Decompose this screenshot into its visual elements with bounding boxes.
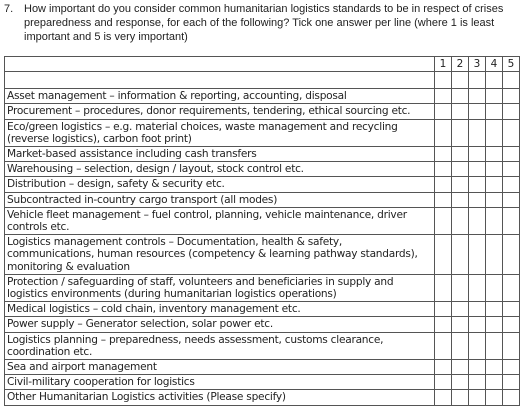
table-row [5,390,520,405]
table-row [5,89,520,104]
row-label: Power supply – Generator selection, solar power etc. [5,317,435,332]
rating-cell-3[interactable] [469,390,486,405]
rating-cell-2[interactable] [452,89,469,104]
rating-rows [5,89,520,405]
rating-cell-4[interactable] [486,147,503,162]
rating-cell-2[interactable] [452,235,469,275]
row-label: Vehicle fleet management – fuel control, planning, vehicle maintenance, driver controls etc. [5,207,435,234]
header-blank-cell [5,57,435,72]
rating-cell-5[interactable] [503,104,520,119]
table-row [5,119,520,146]
row-label: Asset management – information & reporting, accounting, disposal [5,89,435,104]
rating-cell-2[interactable] [452,177,469,192]
table-row [5,360,520,375]
rating-cell-4[interactable] [486,119,503,146]
spacer-cell [435,72,452,89]
rating-cell-1[interactable] [435,317,452,332]
table-row [5,235,520,275]
rating-cell-5[interactable] [503,390,520,405]
rating-cell-3[interactable] [469,235,486,275]
rating-cell-5[interactable] [503,375,520,390]
row-label: Sea and airport management [5,360,435,375]
rating-cell-2[interactable] [452,207,469,234]
rating-cell-3[interactable] [469,302,486,317]
rating-cell-5[interactable] [503,274,520,301]
rating-cell-3[interactable] [469,104,486,119]
table-row [5,375,520,390]
table-row [5,192,520,207]
rating-cell-2[interactable] [452,162,469,177]
rating-table [4,56,520,406]
rating-cell-4[interactable] [486,104,503,119]
spacer-cell [486,72,503,89]
table-row [5,274,520,301]
rating-cell-2[interactable] [452,360,469,375]
rating-cell-1[interactable] [435,89,452,104]
scale-header-5: 5 [503,57,520,72]
row-label: Civil-military cooperation for logistics [5,375,435,390]
rating-cell-4[interactable] [486,302,503,317]
question-number: 7. [4,3,14,15]
table-row [5,162,520,177]
rating-cell-5[interactable] [503,302,520,317]
row-label: Protection / safeguarding of staff, volunteers and beneficiaries in supply and logistics environments (during humanitarian logistics operations) [5,274,435,301]
rating-cell-4[interactable] [486,317,503,332]
rating-cell-3[interactable] [469,192,486,207]
rating-cell-2[interactable] [452,119,469,146]
rating-cell-5[interactable] [503,162,520,177]
table-row [5,104,520,119]
table-row [5,177,520,192]
rating-cell-1[interactable] [435,390,452,405]
rating-cell-4[interactable] [486,375,503,390]
rating-cell-3[interactable] [469,375,486,390]
rating-cell-3[interactable] [469,119,486,146]
scale-header-2: 2 [452,57,469,72]
rating-cell-3[interactable] [469,147,486,162]
rating-cell-1[interactable] [435,274,452,301]
rating-cell-1[interactable] [435,119,452,146]
rating-cell-4[interactable] [486,332,503,359]
rating-cell-2[interactable] [452,390,469,405]
rating-cell-2[interactable] [452,274,469,301]
scale-header-1: 1 [435,57,452,72]
row-label: Distribution – design, safety & security etc. [5,177,435,192]
rating-cell-1[interactable] [435,302,452,317]
rating-cell-3[interactable] [469,332,486,359]
question-prompt [4,2,516,44]
rating-cell-2[interactable] [452,147,469,162]
rating-cell-2[interactable] [452,375,469,390]
rating-cell-1[interactable] [435,360,452,375]
rating-cell-3[interactable] [469,89,486,104]
rating-cell-2[interactable] [452,332,469,359]
table-row [5,207,520,234]
row-label: Procurement – procedures, donor requirements, tendering, ethical sourcing etc. [5,104,435,119]
rating-cell-1[interactable] [435,332,452,359]
rating-cell-5[interactable] [503,360,520,375]
rating-cell-3[interactable] [469,317,486,332]
question-text: How important do you consider common humanitarian logistics standards to be in respect of crises preparedness and response, for each of the following? Tick one answer per line (where 1 is least important and 5 is very important) [24,3,504,43]
table-row [5,147,520,162]
rating-cell-2[interactable] [452,317,469,332]
rating-cell-1[interactable] [435,207,452,234]
spacer-cell [503,72,520,89]
rating-cell-1[interactable] [435,235,452,275]
rating-cell-3[interactable] [469,162,486,177]
rating-cell-2[interactable] [452,104,469,119]
rating-cell-5[interactable] [503,119,520,146]
row-label: Warehousing – selection, design / layout, stock control etc. [5,162,435,177]
rating-cell-3[interactable] [469,177,486,192]
rating-cell-3[interactable] [469,207,486,234]
table-row [5,302,520,317]
row-label: Subcontracted in-country cargo transport (all modes) [5,192,435,207]
rating-cell-4[interactable] [486,162,503,177]
spacer-cell [452,72,469,89]
rating-cell-5[interactable] [503,89,520,104]
rating-cell-1[interactable] [435,147,452,162]
rating-cell-4[interactable] [486,360,503,375]
rating-cell-5[interactable] [503,317,520,332]
rating-cell-4[interactable] [486,207,503,234]
rating-cell-1[interactable] [435,177,452,192]
scale-header-row [5,57,520,72]
rating-cell-1[interactable] [435,375,452,390]
rating-cell-4[interactable] [486,235,503,275]
rating-cell-5[interactable] [503,332,520,359]
blank-spacer-row [5,72,520,89]
rating-cell-2[interactable] [452,302,469,317]
rating-cell-4[interactable] [486,390,503,405]
row-label: Medical logistics – cold chain, inventory management etc. [5,302,435,317]
spacer-cell [469,72,486,89]
rating-cell-4[interactable] [486,192,503,207]
row-label: Logistics planning – preparedness, needs assessment, customs clearance, coordination etc. [5,332,435,359]
rating-cell-5[interactable] [503,207,520,234]
row-label: Market-based assistance including cash transfers [5,147,435,162]
rating-cell-4[interactable] [486,89,503,104]
rating-cell-5[interactable] [503,192,520,207]
rating-cell-3[interactable] [469,274,486,301]
rating-cell-2[interactable] [452,192,469,207]
rating-cell-5[interactable] [503,235,520,275]
scale-header-4: 4 [486,57,503,72]
rating-cell-1[interactable] [435,192,452,207]
row-label: Logistics management controls – Documentation, health & safety, communications, human resources (competency & learning pathway standards), monitoring & evaluation [5,235,435,275]
table-row [5,317,520,332]
rating-cell-3[interactable] [469,360,486,375]
table-row [5,332,520,359]
spacer-label-cell [5,72,435,89]
rating-cell-4[interactable] [486,177,503,192]
rating-cell-5[interactable] [503,177,520,192]
row-label: Other Humanitarian Logistics activities (Please specify) [5,390,435,405]
row-label: Eco/green logistics – e.g. material choices, waste management and recycling (reverse logistics), carbon foot print) [5,119,435,146]
rating-cell-5[interactable] [503,147,520,162]
scale-header-3: 3 [469,57,486,72]
rating-cell-1[interactable] [435,162,452,177]
rating-cell-4[interactable] [486,274,503,301]
rating-cell-1[interactable] [435,104,452,119]
